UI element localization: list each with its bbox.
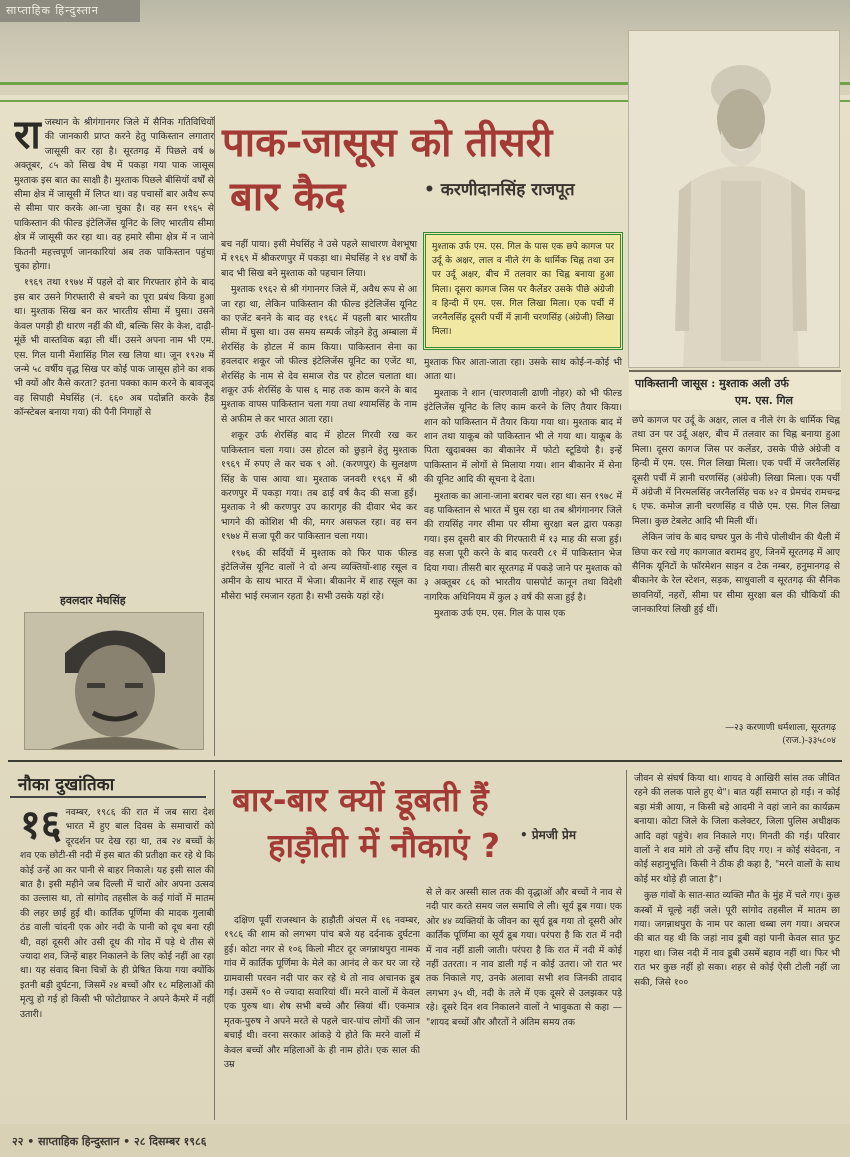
column-divider-3 xyxy=(626,770,627,1120)
article2-col2-para-1: दक्षिण पूर्वी राजस्थान के हाड़ौती अंचल में १६ नवम्बर, १९८६ की शाम को लगभग पांच बजे यह दर्दनाक दुर्घटना हुई। कोटा नगर से १०६ किलो मीटर दूर जगन्नाथपुरा नामक गांव में कार्तिक पूर्णिमा के मेले का आनंद ले कर घर जा रहे ग्रामवासी परवन नदी पार कर रहे थे तो नाव अचानक डूब गई। उसमें ९० से ज्यादा सवारियां थीं। मरने वालों में केवल एक पुरुष था। शेष सभी बच्चे और स्त्रियां थीं। एकमात्र मृतक-पुरुष ने अपने मरते से पहले चार-पांच लोगों की जान बचाई थी। वरना सरकार आंकड़े ये होते कि मरने वालों में केवल बच्चों और महिलाओं के ही नाम होते। एक साल की उम्र xyxy=(224,915,420,1071)
article2-title-line2: हाड़ौती में नौकाएं ? xyxy=(268,826,500,865)
article1-col4-para-1: छपे कागज पर उर्दू के अक्षर, लाल व नीले रंग के धार्मिक चिह्न तथा उन पर उर्दू अक्षर, बीच में तलवार का चिह्न बनाया हुआ मिला। दूसरा कागज जिस पर कलेंडर, उसके पीछे अंग्रेजी व हिन्दी में एम. एस. गिल लिखा मिला। एक पर्ची में जरनैलसिंह दूसरी पर्ची में ज्ञानी चरणसिंह (अंग्रेजी) लिखा मिला। एक पर्ची में अंग्रेजी में निरमलसिंह जरनैलसिंह चक ४२ व प्रेमचंद रामचन्द्र ६ एफ. कमोज ज्ञानी चरणसिंह व पीछे एम. एस. गिल लिखा मिला। कुछ टेबलेट आदि भी मिली थीं। xyxy=(632,415,840,527)
spy-caption-line2: एम. एस. गिल xyxy=(735,394,793,407)
photo-caption-havaldar: हवलदार मेघसिंह xyxy=(60,594,126,607)
article1-title-line2: बार कैद xyxy=(230,174,346,220)
highlight-box-text: मुश्ताक उर्फ एम. एस. गिल के पास एक छपे कागज पर उर्दू के अक्षर, लाल व नीले रंग के धार्मिक चिह्न तथा उन पर उर्दू अक्षर, बीच में तलवार का चिह्न बनाया हुआ मिला। दूसरा कागज जिस पर कैलेंडर उसके पीछे अंग्रेजी व हिन्दी में एम. एस. गिल लिखा मिला। एक पर्ची में जरनैलसिंह दूसरी पर्ची में ज्ञानी चरणसिंह (अंग्रेजी) लिखा मिला। xyxy=(432,242,614,338)
page-footer xyxy=(0,1124,850,1157)
article2-column-1 xyxy=(20,806,214,1120)
dateline-left: —२३ करणाणी धर्मशाला, सूरतगढ़ xyxy=(725,723,836,733)
article1-headline xyxy=(218,113,618,229)
article2-column-3 xyxy=(426,886,622,1120)
article1-byline: • करणीदानसिंह राजपूत xyxy=(424,180,575,200)
article1-column-2 xyxy=(221,238,417,753)
article1-col2-para-3: शकूर उर्फ शेरसिंह बाद में होटल गिरवी रख कर पाकिस्तान चला गया। उस होटल को छुड़ाने हेतु मुश्ताक १९६९ में रुपए ले कर चक ९ ओ. (करणपुर) के सुलक्षण सिंह के पास आया था। मुश्ताक जनवरी १९६९ में श्री करणपुर में पकड़ा गया। तब ढाई वर्ष कैद की सजा हुई। मुश्ताक ने श्री करणपुर उप कारागृह की दीवार भेद कर भागने की कोशिश भी की, मगर असफल रहा। वह सन १९७४ में सजा पूरी कर पाकिस्तान चला गया। xyxy=(221,430,417,543)
article1-col4-para-2: लेकिन जांच के बाद घग्घर पुल के नीचे पोलीथीन की थैली में छिपा कर रखे गए कागजात बरामद हुए, जिनमें सूरतगढ़ में आए सैनिक यूनिटों के फॉरमेशन साइन व टेक नम्बर, हनुमानगढ़ से बीकानेर के रेल स्टेशन, सड़क, साधुवाली व सूरतगढ़ की सैनिक छावनियों, नहरों, सीमा पर सीमा सुरक्षा बल की चौकियों की जानकारियां लिखी हुई थीं। xyxy=(632,532,840,616)
article2-col3-para-1: से ले कर अस्सी साल तक की वृद्धाओं और बच्चों ने नाव से नदी पार करते समय जल समाधि ले ली। सूर्य डूब गया। एक ओर ४४ व्यक्तियों के जीवन का सूर्य डूब गया तो दूसरी ओर कार्तिक पूर्णिमा का सूर्य डूब गया। परंपरा है कि रात में नदी में नाव नहीं डाली जाती। परंपरा है कि रात में नदी में कोई नहीं उतरता। न नाव डाली गई न कोई उतरा। जो रात भर तक निकाले गए, उनके अलावा सभी शव जिनकी तादाद लगभग ३५ थी, नदी के तले में एक दूसरे से उलझकर पड़े रहे। दूसरे दिन शव निकालने वालों ने भावुकता से कहा — "शायद बच्चों और औरतों ने अंतिम समय तक xyxy=(426,887,622,1028)
article2-section-title: नौका दुखांतिका xyxy=(18,775,115,795)
article2-title-line1: बार-बार क्यों डूबती हैं xyxy=(232,780,489,819)
column-divider-2 xyxy=(214,770,215,1120)
article1-title-line1: पाक-जासूस को तीसरी xyxy=(222,120,553,166)
article1-col1-para-2: १९६९ तथा १९७४ में पहले दो बार गिरफ्तार होने के बाद इस बार उसने गिरफ्तारी से बचने का पूरा प्रबंध किया हुआ था। मुश्ताक सिख बन कर भारतीय सीमा में घुसा। उसने केवल पगड़ी ही धारण नहीं की थी, बल्कि सिर के केश, दाढ़ी-मूंछें भी वास्तविक बढ़ा ली थीं। उसने अपना नाम भी एम. एस. गिल यानी मेंशासिंह गिल रख लिया था। जून १९२७ में जन्मे ५८ वर्षीय वृद्ध सिख पर कोई पाक जासूस होने का शक भी क्यों और कैसे करता? इतना पक्का काम करने के बावजूद वह सिपाही मेघसिंह (नं. ६६० अब पदोन्नति करके हैड कॉन्स्टेबल बनाया गया) की पैनी निगाहों से xyxy=(14,277,214,419)
footer-text: २२ • साप्ताहिक हिन्दुस्तान • २८ दिसम्बर १९८६ xyxy=(12,1135,207,1148)
column-divider xyxy=(214,116,215,756)
article2-col4-para-2: कुछ गांवों के सात-सात व्यक्ति मौत के मुंह में चले गए। कुछ कस्बों में चूल्हे नहीं जले। पूरी सांगोद तहसील में मातम छा गया। जगन्नाथपुरा के नाम पर काला धब्बा लग गया। अचरज की बात यह थी कि जहां नाव डूबी वहां पानी केवल सात फुट गहरा था। जिस नदी में नाव डूबी उसमें बहाव नहीं था। फिर भी रात भर कुछ नहीं हो सका। शहर से कोई ऐसी टोली नहीं जा सकी, जिसे १०० xyxy=(634,890,840,988)
article1-col3-para-4: मुश्ताक उर्फ एम. एस. गिल के पास एक xyxy=(434,607,566,619)
article2-column-4 xyxy=(634,772,840,1120)
article1-col3-para-1: मुश्ताक फिर आता-जाता रहा। उसके साथ कोई-न-कोई भी आता था। xyxy=(424,357,622,383)
article1-col3-para-2: मुश्ताक ने शान (चारणवाली ढाणी नोहर) को भी फील्ड इंटेलिजेंस यूनिट के लिए काम करने के लिए तैयार किया। शान को पाकिस्तान में तैयार किया गया था। मुश्ताक बाद में शान तथा याकूब को पाकिस्तान भी ले गया था। याकूब के पिता खुदाबक्स का बीकानेर में फोटो स्टूडियो है। इन्हें पाकिस्तान में लोगों से मिलाया गया। शान बीकानेर में सेना की यूनिट आदि की सूचना दे देता। xyxy=(424,387,622,486)
dropcap: रा xyxy=(14,116,41,158)
spy-caption-line1: पाकिस्तानी जासूस : मुश्ताक अली उर्फ xyxy=(635,377,789,390)
article1-dateline xyxy=(640,720,836,746)
article2-col1-para-1: नवम्बर, १९८६ की रात में जब सारा देश भारत में हुए बाल दिवस के समाचारों को दूरदर्शन पर देख रहा था, तब २४ बच्चों के शव एक छोटी-सी नदी में इस बात की प्रतीक्षा कर रहे थे कि कोई उन्हें आ कर पानी से बाहर निकाले। यह इसी साल की बात है। इसी महीने जब दिल्ली में चारों ओर अपना उत्सव का उल्लास था, तो सांगोद तहसील के कई गांवों में मातम की लहर छाई हुई थी। कार्तिक पूर्णिमा की मादक गुलाबी ठंड वाली चांदनी एक ओर नदी के पानी को दूध बना रही थी, वहां दूसरी ओर उसी दूध की गोद में पड़े थे तीस से ज्यादा शव, जिन्हें बाहर निकालने के लिए कोई नहीं आ रहा था। यह संवाद बिना चित्रों के ही प्रेषित किया गया क्योंकि इतनी बड़ी दुर्घटना, जिसमें २४ बच्चों और १८ महिलाओं की मृत्यु हो गई हो किसी भी फोटोग्राफर ने अपने कैमरे में नहीं उतारी। xyxy=(20,807,214,1020)
dateline-right: (राज.)-३३५८०४ xyxy=(782,736,836,746)
header-strip xyxy=(0,0,140,22)
spy-portrait-image xyxy=(629,31,839,367)
article1-col2-para-2: मुश्ताक १९६२ से श्री गंगानगर जिले में, अवैध रूप से आ जा रहा था, लेकिन पाकिस्तान की फील्ड इंटेलिजेंस यूनिट का एजेंट बनने के बाद वह १९६८ में पहली बार भारतीय सीमा में घुसा था। उस समय सम्पर्क जोड़ने हेतु अम्बाला में शेरसिंह के होटल में काम किया। पाकिस्तान सेना का हवलदार शकूर जो फील्ड इंटेलिजेंस यूनिट का एजेंट था, शेरसिंह के नाम से देव समाज रोड पर होटल चलाता था। शकूर उर्फ शेरसिंह के पास ६ माह तक काम करने के बाद मुश्ताक वापस पाकिस्तान चला गया तथा श्यामसिंह के नाम से अफीम ले कर भारत आता रहा। xyxy=(221,284,417,425)
article2-col4-para-1: जीवन से संघर्ष किया था। शायद वे आखिरी सांस तक जीवित रहने की ललक पाले हुए थे"। बात यहीं समाप्त हो गई। न कोई बड़ा मंत्री आया, न किसी बड़े आदमी ने वहां जाने का कार्यक्रम बनाया। कोटा जिले के जिला कलेक्टर, जिला पुलिस अधीक्षक आदि वहां पहुंचे। शव निकाले गए। गिनती की गई। परिवार वालों ने शव मांगे तो उन्हें सौंप दिए गए। न कोई संवेदना, न कोई सहानुभूति। किसी ने ठीक ही कहा है, "मरने वालों के साथ कोई मर थोड़े ही जाता है"। xyxy=(634,773,840,885)
section-divider xyxy=(8,760,842,762)
article1-column-4 xyxy=(632,414,840,720)
spy-photo xyxy=(628,30,840,368)
havaldar-photo xyxy=(24,612,204,750)
article1-col3-para-3: मुश्ताक का आना-जाना बराबर चल रहा था। सन १९७८ में वह पाकिस्तान से भारत में घुस रहा था तब श्रीगंगानगर जिले की रायसिंह नगर सीमा पर सीमा सुरक्षा बल द्वारा पकड़ा गया। इस दूसरी बार की गिरफ्तारी में १३ माह की सजा हुई। वह सजा पूरी करने के बाद फरवरी ८१ में पाकिस्तान भेज दिया गया। तीसरी बार सूरतगढ़ में पकड़े जाने पर मुश्ताक को ३ अक्तूबर ८६ को भारतीय पासपोर्ट कानून तथा विदेशी नागरिक अधिनियम में कुल ३ वर्ष की सजा हुई है। xyxy=(424,490,622,603)
havaldar-portrait-image xyxy=(25,613,204,750)
article2-byline: • प्रेमजी प्रेम xyxy=(520,828,577,842)
header-strip-text: साप्ताहिक हिन्दुस्तान xyxy=(6,4,99,17)
article2-dropcap: १६ xyxy=(20,806,62,848)
article1-column-3 xyxy=(424,356,622,753)
article1-col2-para-4: १९७६ की सर्दियों में मुश्ताक को फिर पाक फील्ड इंटेलिजेंस यूनिट वालों ने दो अन्य व्यक्तियों-शाह रसूल व अमीन के साथ भारत में भेजा। बीकानेर में शाह रसूल का मौसेरा भाई रमजान रहता है। सभी उसके यहां रहे। xyxy=(221,547,417,602)
article1-column-1 xyxy=(14,116,214,592)
article1-col2-para-1: बच नहीं पाया। इसी मेघसिंह ने उसे पहले साधारण वेशभूषा में १९६९ में श्रीकरणपुर में पकड़ा था। मेघसिंह ने १४ वर्षों के बाद भी सिख बने मुश्ताक को पहचान लिया। xyxy=(221,239,417,279)
highlight-box xyxy=(423,232,623,350)
article1-col1-para-1: जस्थान के श्रीगंगानगर जिले में सैनिक गतिविधियों की जानकारी प्राप्त करने हेतु पाकिस्तान लगातार जासूसी कर रहा है। सूरतगढ़ में पिछले वर्ष ७ अक्तूबर, ८५ को सिख वेष में पकड़ा गया पाक जासूस मुश्ताक इस बात का साक्षी है। मुश्ताक पिछले बीसियों वर्षों से सीमा क्षेत्र में जासूसी में लिप्त था। वह पचासों बार अवैध रूप से सीमा पार करके आ-जा चुका है। वह सन १९६५ से पाकिस्तान की फील्ड इंटेलिजेंस यूनिट के लिए भारतीय सीमा क्षेत्र में जासूसी कर रहा था। वह हमारे सीमा क्षेत्र में न जाने कितनी महत्त्वपूर्ण जानकारियां अब तक पाकिस्तान पहुंचा चुका होगा। xyxy=(14,117,214,273)
spy-caption xyxy=(629,370,841,410)
article2-column-2 xyxy=(224,914,420,1120)
article2-section-header xyxy=(10,770,206,798)
